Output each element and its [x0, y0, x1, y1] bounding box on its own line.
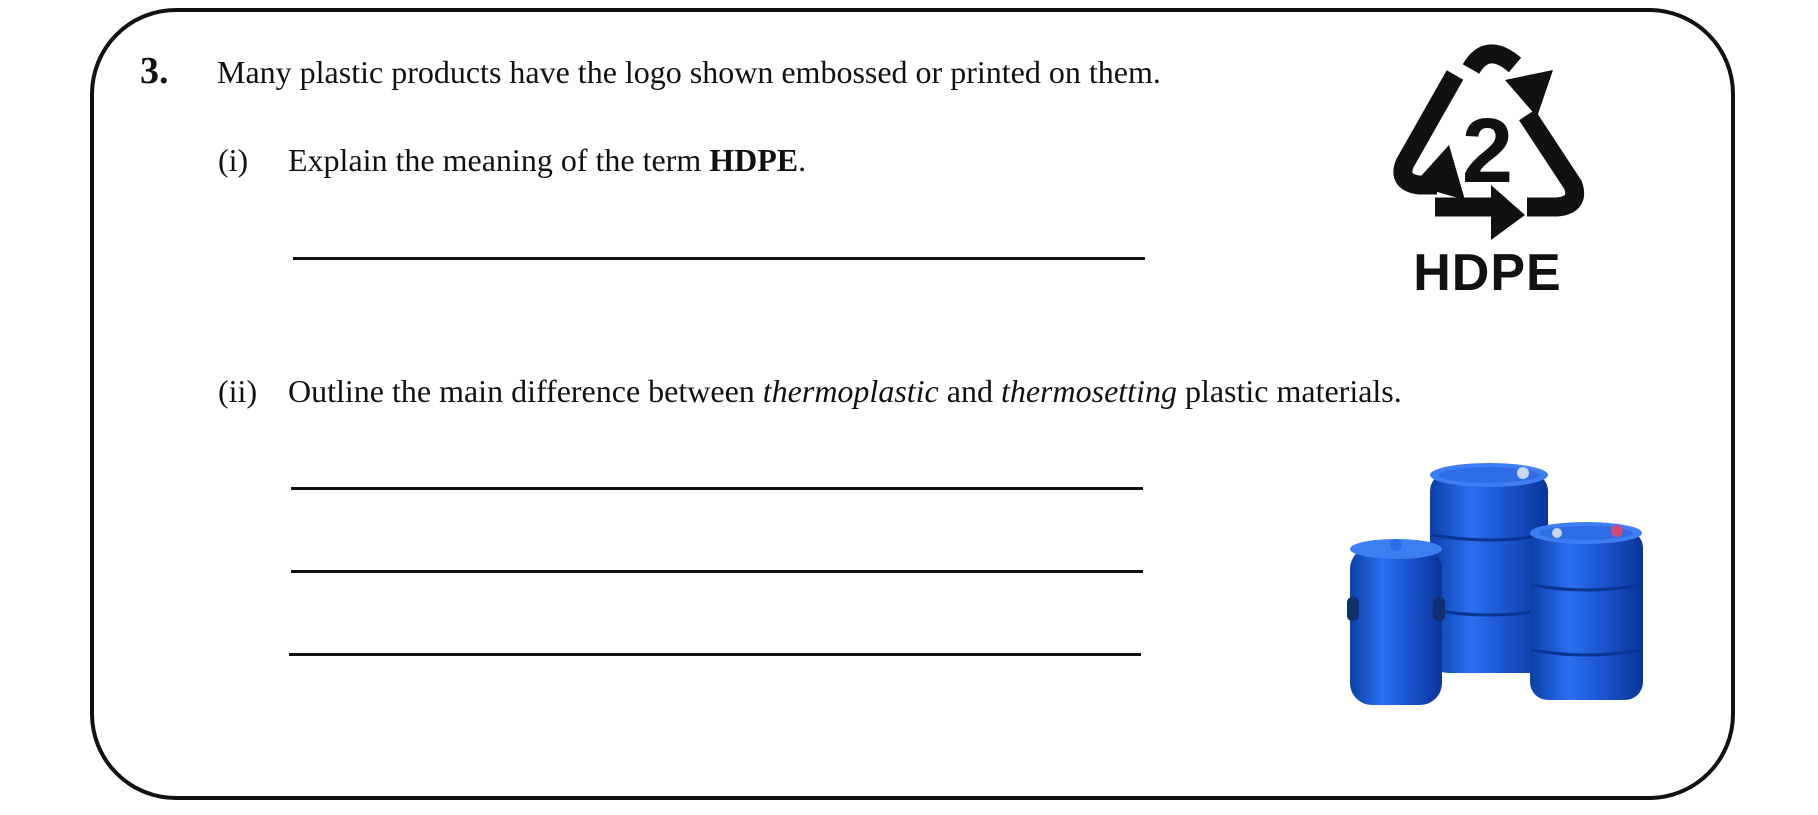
answer-line-ii-1[interactable] — [291, 487, 1143, 490]
part-ii-text-1: Outline the main difference between — [288, 373, 763, 409]
part-i-question — [288, 141, 806, 179]
drum-small — [1347, 539, 1445, 705]
blue-drums-photo — [1295, 445, 1685, 735]
recycling-code: 2 — [1461, 100, 1514, 202]
question-stem: Many plastic products have the logo shown embossed or printed on them. — [217, 54, 1161, 90]
question-number: 3. — [140, 50, 169, 92]
part-i-text: Explain the meaning of the term — [288, 142, 710, 178]
part-ii-text-2: and — [938, 373, 1001, 409]
part-i-term: HDPE — [709, 142, 799, 178]
part-ii-term-thermoplastic: thermoplastic — [762, 373, 939, 409]
part-i-period: . — [798, 142, 807, 178]
answer-line-ii-3[interactable] — [289, 653, 1141, 656]
drum-right — [1530, 522, 1643, 700]
recycling-label: HDPE — [1413, 244, 1562, 302]
hdpe-recycling-logo — [1375, 35, 1600, 300]
answer-line-i-1[interactable] — [293, 257, 1145, 260]
part-ii-label: (ii) — [218, 373, 258, 409]
drums-illustration — [1295, 445, 1685, 735]
answer-line-ii-2[interactable] — [291, 570, 1143, 573]
part-i-label: (i) — [218, 142, 249, 178]
part-ii-question — [288, 372, 1402, 410]
part-ii-text-3: plastic materials. — [1176, 373, 1402, 409]
part-ii-term-thermosetting: thermosetting — [1000, 373, 1177, 409]
